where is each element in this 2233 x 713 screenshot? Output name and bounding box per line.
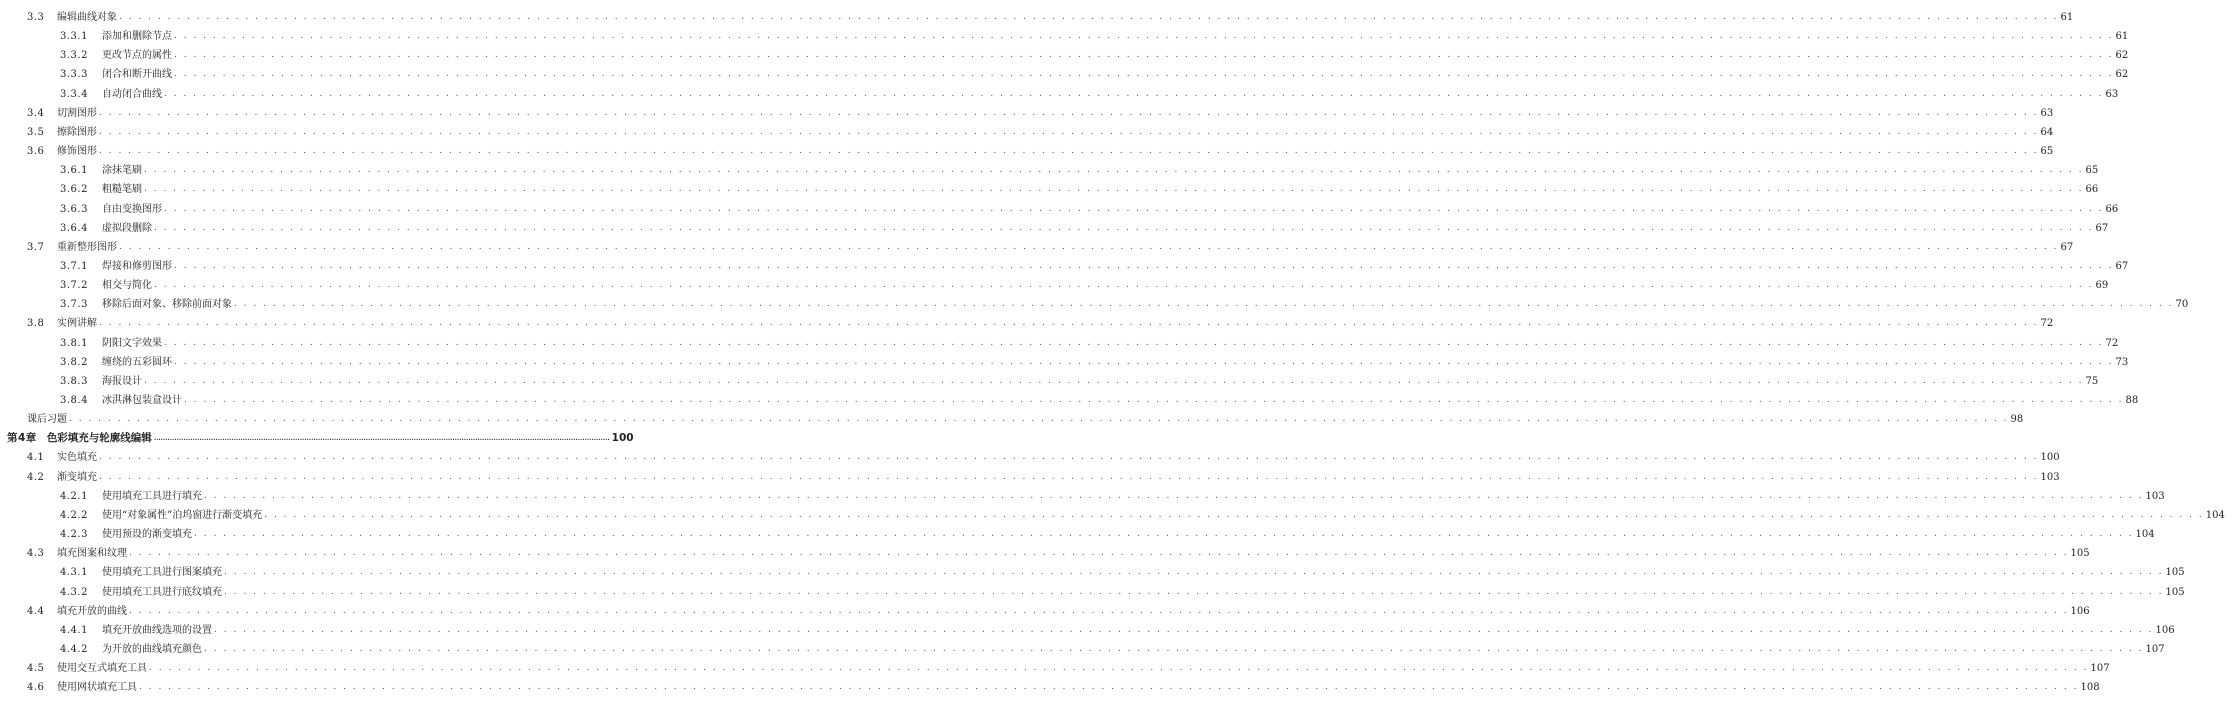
toc-page-number: 104 <box>2135 529 2155 541</box>
toc-row[interactable] <box>0 640 2165 659</box>
toc-page-number: 107 <box>2145 643 2165 655</box>
toc-section-title: 使用填充工具进行图案填充 <box>102 567 222 579</box>
toc-page-number: 61 <box>2115 31 2129 43</box>
toc-dot-leader: ........................................................................................................................................................................................................ <box>153 435 610 443</box>
toc-page-number: 106 <box>2070 605 2090 617</box>
toc-dot-leader: . . . . . . . . . . . . . . . . . . . . . . . . . . . . . . . . . . . . . . . . . . . . . . . . . . . . . . . . . . . . . . . . . . . . . . . . . . . . . . . . . . . . . . . . . . . . . . . . . . . . . . . . . . . . . . . . . . . . . . . . . . . . . . . . . . . . . . . . . . . . . . . . . . . . . . . . . . . . . . . . . . . . . . . . . . . . . . . . . . . . . . . . . . . . . . . . . . . . . . . . <box>174 50 2114 61</box>
toc-section-title: 修饰图形 <box>57 146 97 158</box>
toc-section-title: 焊接和修剪图形 <box>102 260 172 272</box>
toc-section-title: 自由变换图形 <box>102 203 162 215</box>
toc-section-title: 实色填充 <box>57 452 97 464</box>
toc-dot-leader: . . . . . . . . . . . . . . . . . . . . . . . . . . . . . . . . . . . . . . . . . . . . . . . . . . . . . . . . . . . . . . . . . . . . . . . . . . . . . . . . . . . . . . . . . . . . . . . . . . . . . . . . . . . . . . . . . . . . . . . . . . . . . . . . . . . . . . . . . . . . . . . . . . . . . . . . . . . . . . . . . . . . . . . . . . . . . . . . . . . . . . . . . . . . . . . . . . . . . . . . <box>139 682 2079 693</box>
toc-section-number: 3.8.1 <box>60 337 88 349</box>
toc-section-title: 为开放的曲线填充颜色 <box>102 643 202 655</box>
toc-dot-leader: . . . . . . . . . . . . . . . . . . . . . . . . . . . . . . . . . . . . . . . . . . . . . . . . . . . . . . . . . . . . . . . . . . . . . . . . . . . . . . . . . . . . . . . . . . . . . . . . . . . . . . . . . . . . . . . . . . . . . . . . . . . . . . . . . . . . . . . . . . . . . . . . . . . . . . . . . . . . . . . . . . . . . . . . . . . . . . . . . . . . . . . . . . . . . . . . . . . . . . . . <box>164 337 2104 348</box>
toc-section-title: 编辑曲线对象 <box>57 12 117 23</box>
toc-section-title: 渐变填充 <box>57 471 97 483</box>
toc-row[interactable] <box>0 678 2100 697</box>
toc-dot-leader: . . . . . . . . . . . . . . . . . . . . . . . . . . . . . . . . . . . . . . . . . . . . . . . . . . . . . . . . . . . . . . . . . . . . . . . . . . . . . . . . . . . . . . . . . . . . . . . . . . . . . . . . . . . . . . . . . . . . . . . . . . . . . . . . . . . . . . . . . . . . . . . . . . . . . . . . . . . . . . . . . . . . . . . . . . . . . . . . . . . . . . . . . . . . . . . . . . . . . . . . <box>174 356 2114 367</box>
toc-section-title: 使用填充工具进行底纹填充 <box>102 586 222 598</box>
toc-dot-leader: . . . . . . . . . . . . . . . . . . . . . . . . . . . . . . . . . . . . . . . . . . . . . . . . . . . . . . . . . . . . . . . . . . . . . . . . . . . . . . . . . . . . . . . . . . . . . . . . . . . . . . . . . . . . . . . . . . . . . . . . . . . . . . . . . . . . . . . . . . . . . . . . . . . . . . . . . . . . . . . . . . . . . . . . . . . . . . . . . . . . . . . . . . . . . . . . . . . . . . . . <box>154 280 2094 291</box>
toc-section-number: 3.6.2 <box>60 184 88 196</box>
toc-page-number: 104 <box>2205 509 2225 521</box>
toc-dot-leader: . . . . . . . . . . . . . . . . . . . . . . . . . . . . . . . . . . . . . . . . . . . . . . . . . . . . . . . . . . . . . . . . . . . . . . . . . . . . . . . . . . . . . . . . . . . . . . . . . . . . . . . . . . . . . . . . . . . . . . . . . . . . . . . . . . . . . . . . . . . . . . . . . . . . . . . . . . . . . . . . . . . . . . . . . . . . . . . . . . . . . . . . . . . . . . . . . . . . . . . . <box>129 548 2069 559</box>
toc-row[interactable] <box>0 448 2060 467</box>
toc-row[interactable] <box>0 468 2060 487</box>
toc-section-title: 冰淇淋包装盒设计 <box>102 395 182 406</box>
toc-section-number: 第4章 <box>7 432 37 445</box>
toc-section-number: 4.2 <box>27 471 45 483</box>
toc-section-number: 3.8.4 <box>60 395 88 406</box>
toc-dot-leader: . . . . . . . . . . . . . . . . . . . . . . . . . . . . . . . . . . . . . . . . . . . . . . . . . . . . . . . . . . . . . . . . . . . . . . . . . . . . . . . . . . . . . . . . . . . . . . . . . . . . . . . . . . . . . . . . . . . . . . . . . . . . . . . . . . . . . . . . . . . . . . . . . . . . . . . . . . . . . . . . . . . . . . . . . . . . . . . . . . . . . . . . . . . . . . . . . . . . . . . . <box>69 414 2009 425</box>
toc-dot-leader: . . . . . . . . . . . . . . . . . . . . . . . . . . . . . . . . . . . . . . . . . . . . . . . . . . . . . . . . . . . . . . . . . . . . . . . . . . . . . . . . . . . . . . . . . . . . . . . . . . . . . . . . . . . . . . . . . . . . . . . . . . . . . . . . . . . . . . . . . . . . . . . . . . . . . . . . . . . . . . . . . . . . . . . . . . . . . . . . . . . . . . . . . . . . . . . . . . . . . . . . <box>144 184 2084 195</box>
toc-page-number: 67 <box>2115 260 2129 272</box>
toc-dot-leader: . . . . . . . . . . . . . . . . . . . . . . . . . . . . . . . . . . . . . . . . . . . . . . . . . . . . . . . . . . . . . . . . . . . . . . . . . . . . . . . . . . . . . . . . . . . . . . . . . . . . . . . . . . . . . . . . . . . . . . . . . . . . . . . . . . . . . . . . . . . . . . . . . . . . . . . . . . . . . . . . . . . . . . . . . . . . . . . . . . . . . . . . . . . . . . . . . . . . . . . . <box>234 299 2174 310</box>
toc-page-number: 66 <box>2085 184 2099 196</box>
toc-section-number: 3.3.4 <box>60 88 88 100</box>
toc-section-title: 课后习题 <box>27 414 67 426</box>
toc-dot-leader: . . . . . . . . . . . . . . . . . . . . . . . . . . . . . . . . . . . . . . . . . . . . . . . . . . . . . . . . . . . . . . . . . . . . . . . . . . . . . . . . . . . . . . . . . . . . . . . . . . . . . . . . . . . . . . . . . . . . . . . . . . . . . . . . . . . . . . . . . . . . . . . . . . . . . . . . . . . . . . . . . . . . . . . . . . . . . . . . . . . . . . . . . . . . . . . . . . . . . . . . <box>194 529 2134 540</box>
toc-page-number: 107 <box>2090 663 2110 675</box>
toc-row[interactable] <box>0 161 2099 180</box>
toc-section-number: 4.4.2 <box>60 643 88 655</box>
toc-section-number: 3.7 <box>27 241 45 253</box>
toc-section-title: 闭合和断开曲线 <box>102 69 172 81</box>
toc-page-number: 64 <box>2040 126 2054 138</box>
toc-dot-leader: . . . . . . . . . . . . . . . . . . . . . . . . . . . . . . . . . . . . . . . . . . . . . . . . . . . . . . . . . . . . . . . . . . . . . . . . . . . . . . . . . . . . . . . . . . . . . . . . . . . . . . . . . . . . . . . . . . . . . . . . . . . . . . . . . . . . . . . . . . . . . . . . . . . . . . . . . . . . . . . . . . . . . . . . . . . . . . . . . . . . . . . . . . . . . . . . . . . . . . . . <box>119 12 2059 22</box>
toc-row[interactable] <box>0 8 2074 27</box>
toc-section-number: 3.8 <box>27 318 45 330</box>
toc-section-title: 缠绕的五彩圆环 <box>102 356 172 368</box>
toc-row[interactable] <box>0 46 2129 65</box>
toc-section-title: 相交与简化 <box>102 280 152 292</box>
toc-page-number: 100 <box>611 432 634 445</box>
toc-section-title: 切割图形 <box>57 107 97 119</box>
toc-dot-leader: . . . . . . . . . . . . . . . . . . . . . . . . . . . . . . . . . . . . . . . . . . . . . . . . . . . . . . . . . . . . . . . . . . . . . . . . . . . . . . . . . . . . . . . . . . . . . . . . . . . . . . . . . . . . . . . . . . . . . . . . . . . . . . . . . . . . . . . . . . . . . . . . . . . . . . . . . . . . . . . . . . . . . . . . . . . . . . . . . . . . . . . . . . . . . . . . . . . . . . . . <box>144 375 2084 386</box>
toc-section-title: 使用填充工具进行填充 <box>102 490 202 502</box>
toc-dot-leader: . . . . . . . . . . . . . . . . . . . . . . . . . . . . . . . . . . . . . . . . . . . . . . . . . . . . . . . . . . . . . . . . . . . . . . . . . . . . . . . . . . . . . . . . . . . . . . . . . . . . . . . . . . . . . . . . . . . . . . . . . . . . . . . . . . . . . . . . . . . . . . . . . . . . . . . . . . . . . . . . . . . . . . . . . . . . . . . . . . . . . . . . . . . . . . . . . . . . . . . . <box>184 395 2124 405</box>
toc-section-number: 3.3 <box>27 12 45 23</box>
toc-row[interactable] <box>0 180 2099 199</box>
toc-section-number: 4.3.2 <box>60 586 88 598</box>
toc-page-number: 65 <box>2040 146 2054 158</box>
toc-dot-leader: . . . . . . . . . . . . . . . . . . . . . . . . . . . . . . . . . . . . . . . . . . . . . . . . . . . . . . . . . . . . . . . . . . . . . . . . . . . . . . . . . . . . . . . . . . . . . . . . . . . . . . . . . . . . . . . . . . . . . . . . . . . . . . . . . . . . . . . . . . . . . . . . . . . . . . . . . . . . . . . . . . . . . . . . . . . . . . . . . . . . . . . . . . . . . . . . . . . . . . . . <box>164 203 2104 214</box>
toc-dot-leader: . . . . . . . . . . . . . . . . . . . . . . . . . . . . . . . . . . . . . . . . . . . . . . . . . . . . . . . . . . . . . . . . . . . . . . . . . . . . . . . . . . . . . . . . . . . . . . . . . . . . . . . . . . . . . . . . . . . . . . . . . . . . . . . . . . . . . . . . . . . . . . . . . . . . . . . . . . . . . . . . . . . . . . . . . . . . . . . . . . . . . . . . . . . . . . . . . . . . . . . . <box>129 605 2069 616</box>
toc-dot-leader: . . . . . . . . . . . . . . . . . . . . . . . . . . . . . . . . . . . . . . . . . . . . . . . . . . . . . . . . . . . . . . . . . . . . . . . . . . . . . . . . . . . . . . . . . . . . . . . . . . . . . . . . . . . . . . . . . . . . . . . . . . . . . . . . . . . . . . . . . . . . . . . . . . . . . . . . . . . . . . . . . . . . . . . . . . . . . . . . . . . . . . . . . . . . . . . . . . . . . . . . <box>99 452 2039 463</box>
toc-dot-leader: . . . . . . . . . . . . . . . . . . . . . . . . . . . . . . . . . . . . . . . . . . . . . . . . . . . . . . . . . . . . . . . . . . . . . . . . . . . . . . . . . . . . . . . . . . . . . . . . . . . . . . . . . . . . . . . . . . . . . . . . . . . . . . . . . . . . . . . . . . . . . . . . . . . . . . . . . . . . . . . . . . . . . . . . . . . . . . . . . . . . . . . . . . . . . . . . . . . . . . . . <box>174 69 2114 80</box>
toc-dot-leader: . . . . . . . . . . . . . . . . . . . . . . . . . . . . . . . . . . . . . . . . . . . . . . . . . . . . . . . . . . . . . . . . . . . . . . . . . . . . . . . . . . . . . . . . . . . . . . . . . . . . . . . . . . . . . . . . . . . . . . . . . . . . . . . . . . . . . . . . . . . . . . . . . . . . . . . . . . . . . . . . . . . . . . . . . . . . . . . . . . . . . . . . . . . . . . . . . . . . . . . . <box>264 509 2204 520</box>
toc-section-number: 3.8.2 <box>60 356 88 368</box>
toc-section-number: 3.8.3 <box>60 375 88 387</box>
toc-row[interactable] <box>0 506 2225 525</box>
toc-section-title: 使用网状填充工具 <box>57 682 137 694</box>
toc-page-number: 105 <box>2070 548 2090 560</box>
toc-page-number: 61 <box>2060 12 2074 23</box>
toc-section-number: 3.6 <box>27 146 45 158</box>
toc-row[interactable] <box>0 659 2110 678</box>
toc-row[interactable] <box>0 487 2165 506</box>
toc-page-number: 67 <box>2060 241 2074 253</box>
toc-row[interactable] <box>0 123 2054 142</box>
toc-dot-leader: . . . . . . . . . . . . . . . . . . . . . . . . . . . . . . . . . . . . . . . . . . . . . . . . . . . . . . . . . . . . . . . . . . . . . . . . . . . . . . . . . . . . . . . . . . . . . . . . . . . . . . . . . . . . . . . . . . . . . . . . . . . . . . . . . . . . . . . . . . . . . . . . . . . . . . . . . . . . . . . . . . . . . . . . . . . . . . . . . . . . . . . . . . . . . . . . . . . . . . . . <box>144 165 2084 176</box>
toc-section-number: 4.3.1 <box>60 567 88 579</box>
toc-row[interactable] <box>0 219 2109 238</box>
toc-section-number: 3.3.3 <box>60 69 88 81</box>
toc-section-title: 自动闭合曲线 <box>102 88 162 100</box>
toc-row[interactable] <box>0 295 2189 314</box>
toc-row[interactable] <box>0 27 2129 46</box>
toc-page-number: 63 <box>2040 107 2054 119</box>
toc-section-number: 3.4 <box>27 107 45 119</box>
toc-row[interactable] <box>0 104 2054 123</box>
toc-row[interactable] <box>0 563 2185 582</box>
toc-page-number: 70 <box>2175 299 2189 311</box>
toc-section-number: 3.5 <box>27 126 45 138</box>
toc-section-title: 填充开放的曲线 <box>57 605 127 617</box>
toc-dot-leader: . . . . . . . . . . . . . . . . . . . . . . . . . . . . . . . . . . . . . . . . . . . . . . . . . . . . . . . . . . . . . . . . . . . . . . . . . . . . . . . . . . . . . . . . . . . . . . . . . . . . . . . . . . . . . . . . . . . . . . . . . . . . . . . . . . . . . . . . . . . . . . . . . . . . . . . . . . . . . . . . . . . . . . . . . . . . . . . . . . . . . . . . . . . . . . . . . . . . . . . . <box>164 88 2104 99</box>
toc-section-number: 4.4.1 <box>60 624 88 636</box>
toc-section-title: 添加和删除节点 <box>102 31 172 43</box>
toc-dot-leader: . . . . . . . . . . . . . . . . . . . . . . . . . . . . . . . . . . . . . . . . . . . . . . . . . . . . . . . . . . . . . . . . . . . . . . . . . . . . . . . . . . . . . . . . . . . . . . . . . . . . . . . . . . . . . . . . . . . . . . . . . . . . . . . . . . . . . . . . . . . . . . . . . . . . . . . . . . . . . . . . . . . . . . . . . . . . . . . . . . . . . . . . . . . . . . . . . . . . . . . . <box>99 107 2039 118</box>
toc-section-title: 使用交互式填充工具 <box>57 663 147 675</box>
toc-section-title: 更改节点的属性 <box>102 50 172 62</box>
toc-dot-leader: . . . . . . . . . . . . . . . . . . . . . . . . . . . . . . . . . . . . . . . . . . . . . . . . . . . . . . . . . . . . . . . . . . . . . . . . . . . . . . . . . . . . . . . . . . . . . . . . . . . . . . . . . . . . . . . . . . . . . . . . . . . . . . . . . . . . . . . . . . . . . . . . . . . . . . . . . . . . . . . . . . . . . . . . . . . . . . . . . . . . . . . . . . . . . . . . . . . . . . . . <box>204 490 2144 501</box>
toc-dot-leader: . . . . . . . . . . . . . . . . . . . . . . . . . . . . . . . . . . . . . . . . . . . . . . . . . . . . . . . . . . . . . . . . . . . . . . . . . . . . . . . . . . . . . . . . . . . . . . . . . . . . . . . . . . . . . . . . . . . . . . . . . . . . . . . . . . . . . . . . . . . . . . . . . . . . . . . . . . . . . . . . . . . . . . . . . . . . . . . . . . . . . . . . . . . . . . . . . . . . . . . . <box>174 260 2114 271</box>
toc-page-number: 108 <box>2080 682 2100 694</box>
toc-section-number: 4.4 <box>27 605 45 617</box>
toc-page-number: 98 <box>2010 414 2024 426</box>
toc-dot-leader: . . . . . . . . . . . . . . . . . . . . . . . . . . . . . . . . . . . . . . . . . . . . . . . . . . . . . . . . . . . . . . . . . . . . . . . . . . . . . . . . . . . . . . . . . . . . . . . . . . . . . . . . . . . . . . . . . . . . . . . . . . . . . . . . . . . . . . . . . . . . . . . . . . . . . . . . . . . . . . . . . . . . . . . . . . . . . . . . . . . . . . . . . . . . . . . . . . . . . . . . <box>99 471 2039 482</box>
toc-row[interactable] <box>0 200 2119 219</box>
toc-row[interactable] <box>0 372 2099 391</box>
toc-section-number: 4.1 <box>27 452 45 464</box>
toc-row[interactable] <box>0 85 2119 104</box>
toc-section-number: 3.7.3 <box>60 299 88 311</box>
toc-section-number: 3.6.1 <box>60 165 88 177</box>
toc-row[interactable] <box>0 602 2090 621</box>
toc-section-number: 3.7.1 <box>60 260 88 272</box>
toc-row[interactable] <box>0 334 2119 353</box>
toc-row[interactable] <box>0 583 2185 602</box>
toc-page-number: 100 <box>2040 452 2060 464</box>
toc-section-number: 4.6 <box>27 682 45 694</box>
toc-page-number: 73 <box>2115 356 2129 368</box>
toc-section-number: 3.7.2 <box>60 280 88 292</box>
toc-page-number: 67 <box>2095 222 2109 234</box>
toc-dot-leader: . . . . . . . . . . . . . . . . . . . . . . . . . . . . . . . . . . . . . . . . . . . . . . . . . . . . . . . . . . . . . . . . . . . . . . . . . . . . . . . . . . . . . . . . . . . . . . . . . . . . . . . . . . . . . . . . . . . . . . . . . . . . . . . . . . . . . . . . . . . . . . . . . . . . . . . . . . . . . . . . . . . . . . . . . . . . . . . . . . . . . . . . . . . . . . . . . . . . . . . . <box>149 663 2089 674</box>
toc-dot-leader: . . . . . . . . . . . . . . . . . . . . . . . . . . . . . . . . . . . . . . . . . . . . . . . . . . . . . . . . . . . . . . . . . . . . . . . . . . . . . . . . . . . . . . . . . . . . . . . . . . . . . . . . . . . . . . . . . . . . . . . . . . . . . . . . . . . . . . . . . . . . . . . . . . . . . . . . . . . . . . . . . . . . . . . . . . . . . . . . . . . . . . . . . . . . . . . . . . . . . . . . <box>174 31 2114 42</box>
toc-section-title: 移除后面对象、移除前面对象 <box>102 299 232 311</box>
toc-row[interactable] <box>0 238 2074 257</box>
toc-section-number: 4.2.2 <box>60 509 88 521</box>
toc-section-title: 涂抹笔刷 <box>102 165 142 177</box>
toc-dot-leader: . . . . . . . . . . . . . . . . . . . . . . . . . . . . . . . . . . . . . . . . . . . . . . . . . . . . . . . . . . . . . . . . . . . . . . . . . . . . . . . . . . . . . . . . . . . . . . . . . . . . . . . . . . . . . . . . . . . . . . . . . . . . . . . . . . . . . . . . . . . . . . . . . . . . . . . . . . . . . . . . . . . . . . . . . . . . . . . . . . . . . . . . . . . . . . . . . . . . . . . . <box>204 643 2144 654</box>
toc-section-number: 4.5 <box>27 663 45 675</box>
toc-row[interactable] <box>0 257 2129 276</box>
toc-section-number: 3.6.3 <box>60 203 88 215</box>
toc-dot-leader: . . . . . . . . . . . . . . . . . . . . . . . . . . . . . . . . . . . . . . . . . . . . . . . . . . . . . . . . . . . . . . . . . . . . . . . . . . . . . . . . . . . . . . . . . . . . . . . . . . . . . . . . . . . . . . . . . . . . . . . . . . . . . . . . . . . . . . . . . . . . . . . . . . . . . . . . . . . . . . . . . . . . . . . . . . . . . . . . . . . . . . . . . . . . . . . . . . . . . . . . <box>119 241 2059 252</box>
toc-row[interactable] <box>0 544 2090 563</box>
toc-dot-leader: . . . . . . . . . . . . . . . . . . . . . . . . . . . . . . . . . . . . . . . . . . . . . . . . . . . . . . . . . . . . . . . . . . . . . . . . . . . . . . . . . . . . . . . . . . . . . . . . . . . . . . . . . . . . . . . . . . . . . . . . . . . . . . . . . . . . . . . . . . . . . . . . . . . . . . . . . . . . . . . . . . . . . . . . . . . . . . . . . . . . . . . . . . . . . . . . . . . . . . . . <box>224 567 2164 578</box>
toc-row[interactable] <box>0 353 2129 372</box>
toc-page-number: 106 <box>2155 624 2175 636</box>
toc-dot-leader: . . . . . . . . . . . . . . . . . . . . . . . . . . . . . . . . . . . . . . . . . . . . . . . . . . . . . . . . . . . . . . . . . . . . . . . . . . . . . . . . . . . . . . . . . . . . . . . . . . . . . . . . . . . . . . . . . . . . . . . . . . . . . . . . . . . . . . . . . . . . . . . . . . . . . . . . . . . . . . . . . . . . . . . . . . . . . . . . . . . . . . . . . . . . . . . . . . . . . . . . <box>214 624 2154 635</box>
toc-row[interactable] <box>0 525 2155 544</box>
toc-section-number: 4.2.1 <box>60 490 88 502</box>
toc-page-number: 88 <box>2125 395 2139 406</box>
toc-row[interactable] <box>0 391 2139 410</box>
toc-page-number: 75 <box>2085 375 2099 387</box>
toc-page-number: 63 <box>2105 88 2119 100</box>
toc-section-title: 填充图案和纹理 <box>57 548 127 560</box>
toc-section-title: 粗糙笔刷 <box>102 184 142 196</box>
toc-section-title: 擦除图形 <box>57 126 97 138</box>
toc-page-number: 105 <box>2165 586 2185 598</box>
toc-chapter-row[interactable] <box>0 429 634 448</box>
toc-page-number: 72 <box>2040 318 2054 330</box>
toc-row[interactable] <box>0 410 2024 429</box>
toc-dot-leader: . . . . . . . . . . . . . . . . . . . . . . . . . . . . . . . . . . . . . . . . . . . . . . . . . . . . . . . . . . . . . . . . . . . . . . . . . . . . . . . . . . . . . . . . . . . . . . . . . . . . . . . . . . . . . . . . . . . . . . . . . . . . . . . . . . . . . . . . . . . . . . . . . . . . . . . . . . . . . . . . . . . . . . . . . . . . . . . . . . . . . . . . . . . . . . . . . . . . . . . . <box>99 146 2039 157</box>
toc-page-number: 105 <box>2165 567 2185 579</box>
toc-page-number: 62 <box>2115 69 2129 81</box>
toc-dot-leader: . . . . . . . . . . . . . . . . . . . . . . . . . . . . . . . . . . . . . . . . . . . . . . . . . . . . . . . . . . . . . . . . . . . . . . . . . . . . . . . . . . . . . . . . . . . . . . . . . . . . . . . . . . . . . . . . . . . . . . . . . . . . . . . . . . . . . . . . . . . . . . . . . . . . . . . . . . . . . . . . . . . . . . . . . . . . . . . . . . . . . . . . . . . . . . . . . . . . . . . . <box>224 586 2164 597</box>
toc-section-title: 填充开放曲线选项的设置 <box>102 624 212 636</box>
toc-section-title: 重新整形图形 <box>57 241 117 253</box>
toc-row[interactable] <box>0 621 2175 640</box>
toc-section-title: 使用预设的渐变填充 <box>102 529 192 541</box>
toc-page-number: 69 <box>2095 280 2109 292</box>
toc-page-number: 62 <box>2115 50 2129 62</box>
toc-section-title: 虚拟段删除 <box>102 222 152 234</box>
toc-dot-leader: . . . . . . . . . . . . . . . . . . . . . . . . . . . . . . . . . . . . . . . . . . . . . . . . . . . . . . . . . . . . . . . . . . . . . . . . . . . . . . . . . . . . . . . . . . . . . . . . . . . . . . . . . . . . . . . . . . . . . . . . . . . . . . . . . . . . . . . . . . . . . . . . . . . . . . . . . . . . . . . . . . . . . . . . . . . . . . . . . . . . . . . . . . . . . . . . . . . . . . . . <box>154 222 2094 233</box>
toc-row[interactable] <box>0 65 2129 84</box>
toc-dot-leader: . . . . . . . . . . . . . . . . . . . . . . . . . . . . . . . . . . . . . . . . . . . . . . . . . . . . . . . . . . . . . . . . . . . . . . . . . . . . . . . . . . . . . . . . . . . . . . . . . . . . . . . . . . . . . . . . . . . . . . . . . . . . . . . . . . . . . . . . . . . . . . . . . . . . . . . . . . . . . . . . . . . . . . . . . . . . . . . . . . . . . . . . . . . . . . . . . . . . . . . . <box>99 318 2039 329</box>
toc-page-number: 103 <box>2145 490 2165 502</box>
toc-section-title: 实例讲解 <box>57 318 97 330</box>
toc-row[interactable] <box>0 314 2054 333</box>
toc-page-number: 103 <box>2040 471 2060 483</box>
toc-row[interactable] <box>0 276 2109 295</box>
toc-section-title: 色彩填充与轮廓线编辑 <box>46 432 152 445</box>
toc-row[interactable] <box>0 142 2054 161</box>
toc-page-number: 65 <box>2085 165 2099 177</box>
toc-page-number: 66 <box>2105 203 2119 215</box>
toc-section-number: 3.6.4 <box>60 222 88 234</box>
toc-dot-leader: . . . . . . . . . . . . . . . . . . . . . . . . . . . . . . . . . . . . . . . . . . . . . . . . . . . . . . . . . . . . . . . . . . . . . . . . . . . . . . . . . . . . . . . . . . . . . . . . . . . . . . . . . . . . . . . . . . . . . . . . . . . . . . . . . . . . . . . . . . . . . . . . . . . . . . . . . . . . . . . . . . . . . . . . . . . . . . . . . . . . . . . . . . . . . . . . . . . . . . . . <box>99 126 2039 137</box>
toc-section-title: 海报设计 <box>102 375 142 387</box>
toc-section-number: 4.3 <box>27 548 45 560</box>
toc-section-number: 3.3.1 <box>60 31 88 43</box>
toc-page-number: 72 <box>2105 337 2119 349</box>
toc-section-title: 使用“对象属性”泊坞窗进行渐变填充 <box>102 509 263 521</box>
toc-section-number: 3.3.2 <box>60 50 88 62</box>
toc-section-title: 阴阳文字效果 <box>102 337 162 349</box>
toc-section-number: 4.2.3 <box>60 529 88 541</box>
